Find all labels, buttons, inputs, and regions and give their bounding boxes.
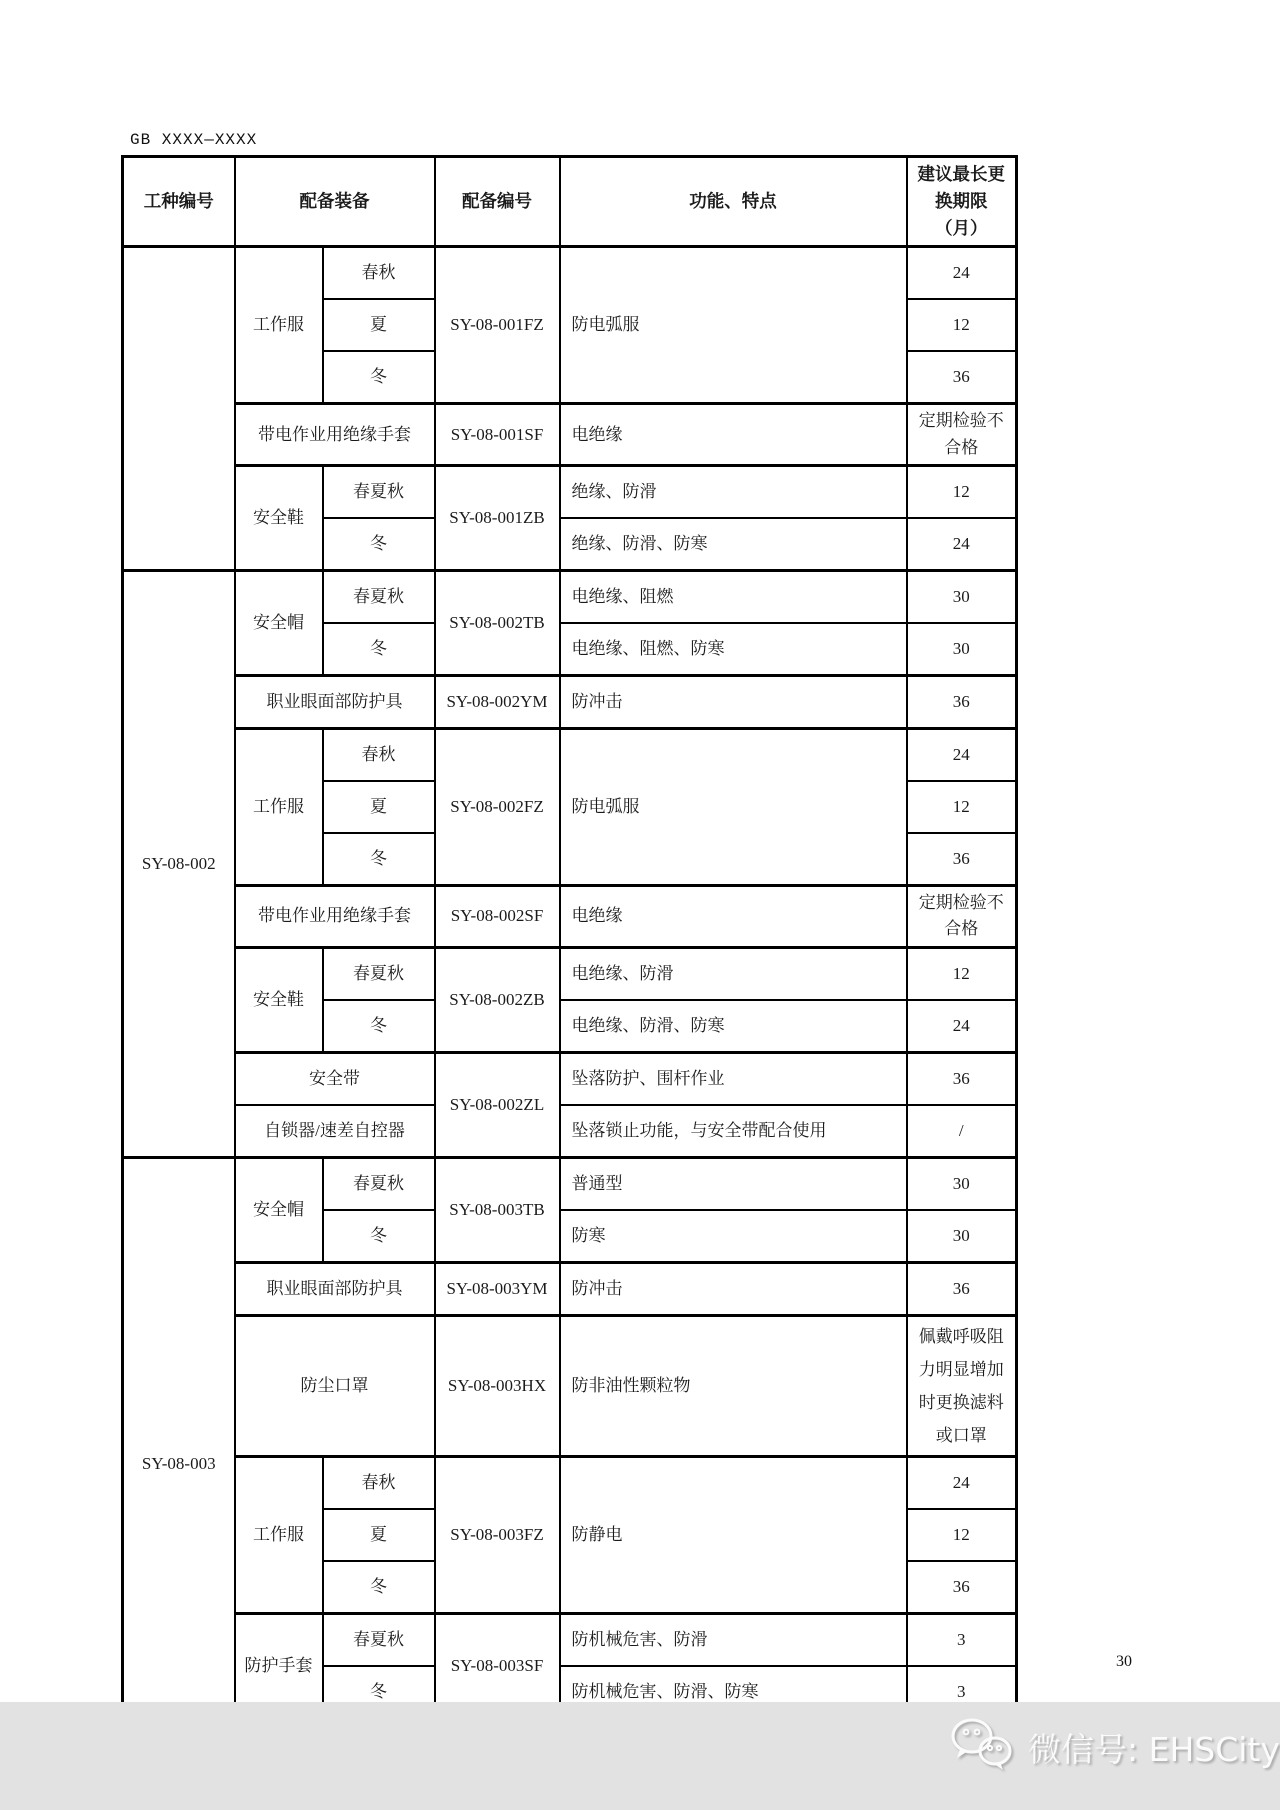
table-cell: 36 <box>907 833 1017 886</box>
table-cell: 防冲击 <box>560 1262 907 1315</box>
table-cell: 定期检验不合格 <box>907 404 1017 466</box>
table-cell: 30 <box>907 1210 1017 1263</box>
table-cell: 防电弧服 <box>560 729 907 886</box>
table-cell: SY-08-003YM <box>435 1262 560 1315</box>
table-cell: 电绝缘、阻燃 <box>560 571 907 624</box>
column-header: 工种编号 <box>123 157 235 247</box>
table-row <box>123 1262 1017 1315</box>
table-cell: 冬 <box>323 833 435 886</box>
table-cell: SY-08-002 <box>123 571 235 1158</box>
table-row <box>123 676 1017 729</box>
table-row <box>123 947 1017 1000</box>
table-cell: 防尘口罩 <box>235 1315 435 1457</box>
table-cell: 电绝缘、防滑、防寒 <box>560 1000 907 1053</box>
table-row <box>123 404 1017 466</box>
table-cell: 安全鞋 <box>235 947 323 1052</box>
table-cell: SY-08-002ZB <box>435 947 560 1052</box>
table-cell: 冬 <box>323 1666 435 1719</box>
table-cell: 防非油性颗粒物 <box>560 1315 907 1457</box>
table-cell: 3 <box>907 1614 1017 1667</box>
table-cell: 12 <box>907 466 1017 519</box>
table-cell: / <box>907 1105 1017 1158</box>
header-row <box>123 157 1017 247</box>
table-cell: 春夏秋 <box>323 466 435 519</box>
wechat-icon <box>948 1716 1016 1779</box>
column-header: 功能、特点 <box>560 157 907 247</box>
table-cell: 春秋 <box>323 729 435 782</box>
table-cell: 冬 <box>323 518 435 571</box>
table-cell: 36 <box>907 1262 1017 1315</box>
table-cell: 春夏秋 <box>323 1157 435 1210</box>
table-cell: 带电作业用绝缘手套 <box>235 404 435 466</box>
table-cell: 春夏秋 <box>323 1614 435 1667</box>
table-cell: 24 <box>907 247 1017 300</box>
table-cell: 冬 <box>323 351 435 404</box>
table-cell: 佩戴呼吸阻力明显增加时更换滤料或口罩 <box>907 1315 1017 1457</box>
table-cell: 春夏秋 <box>323 571 435 624</box>
table-cell: SY-08-002ZL <box>435 1052 560 1157</box>
table-cell: SY-08-003 <box>123 1157 235 1772</box>
table-cell: SY-08-002YM <box>435 676 560 729</box>
table-cell: 冬 <box>323 623 435 676</box>
table-cell: 30 <box>907 571 1017 624</box>
table-cell: 绝缘、防滑、防寒 <box>560 518 907 571</box>
table-cell: 坠落防护、围杆作业 <box>560 1052 907 1105</box>
table-cell: 安全带 <box>235 1052 435 1105</box>
table-cell: 春秋 <box>323 247 435 300</box>
table-row <box>123 1105 1017 1158</box>
table-cell: 防寒 <box>560 1210 907 1263</box>
table-cell: 36 <box>907 1052 1017 1105</box>
table-cell: 工作服 <box>235 247 323 404</box>
table-cell: 24 <box>907 729 1017 782</box>
page-number: 30 <box>1116 1653 1132 1670</box>
table-cell: 防冲击 <box>560 676 907 729</box>
table-cell: 防机械危害、防滑 <box>560 1614 907 1667</box>
table-cell <box>123 247 235 571</box>
table-cell: 3 <box>907 1666 1017 1719</box>
table-cell: 春夏秋 <box>323 947 435 1000</box>
table-row <box>123 1052 1017 1105</box>
table-cell: 安全鞋 <box>235 466 323 571</box>
doc-code: GB XXXX—XXXX <box>130 131 258 149</box>
table-cell: 定期检验不合格 <box>907 886 1017 948</box>
table-cell: 安全帽 <box>235 571 323 676</box>
table-cell: 电绝缘、防滑 <box>560 947 907 1000</box>
table-cell: 冬 <box>323 1000 435 1053</box>
table-cell: 普通型 <box>560 1157 907 1210</box>
table-cell: 24 <box>907 1000 1017 1053</box>
table-row <box>123 571 1017 624</box>
table-cell: 自锁器/速差自控器 <box>235 1105 435 1158</box>
table-cell: 绝缘、防滑 <box>560 466 907 519</box>
watermark <box>948 1716 1280 1779</box>
table-cell: 职业眼面部防护具 <box>235 676 435 729</box>
table-row <box>123 1457 1017 1510</box>
table-cell: 冬 <box>323 1561 435 1614</box>
table-cell: 12 <box>907 947 1017 1000</box>
table-row <box>123 886 1017 948</box>
table-cell: 12 <box>907 299 1017 351</box>
table-cell: SY-08-001SF <box>435 404 560 466</box>
table-cell: 电绝缘 <box>560 886 907 948</box>
table-cell: 12 <box>907 1509 1017 1561</box>
table-cell: 24 <box>907 1457 1017 1510</box>
table-cell: 防电弧服 <box>560 247 907 404</box>
table-cell: 职业眼面部防护具 <box>235 1262 435 1315</box>
table-cell: SY-08-003HX <box>435 1315 560 1457</box>
table-cell: SY-08-001ZB <box>435 466 560 571</box>
equipment-table <box>121 155 1018 1773</box>
table-cell: 冬 <box>323 1210 435 1263</box>
table-cell: 12 <box>907 781 1017 833</box>
table-cell: 夏 <box>323 1509 435 1561</box>
table-cell: 夏 <box>323 781 435 833</box>
table-cell: 36 <box>907 1561 1017 1614</box>
table-cell: 安全帽 <box>235 1157 323 1262</box>
table-row <box>123 1315 1017 1457</box>
table-cell: SY-08-002TB <box>435 571 560 676</box>
column-header: 配备装备 <box>235 157 435 247</box>
table-cell: SY-08-003FZ <box>435 1457 560 1614</box>
table-cell: SY-08-003TB <box>435 1157 560 1262</box>
table-cell: 24 <box>907 518 1017 571</box>
watermark-label: 微信号: EHSCity <box>1028 1730 1280 1769</box>
table-cell: 36 <box>907 351 1017 404</box>
table-cell: 坠落锁止功能，与安全带配合使用 <box>560 1105 907 1158</box>
table-cell: 防机械危害、防滑、防寒 <box>560 1666 907 1719</box>
table-row <box>123 1157 1017 1210</box>
table-cell: SY-08-003SF <box>435 1614 560 1719</box>
column-header: 建议最长更换期限（月） <box>907 157 1017 247</box>
table-cell: 春秋 <box>323 1457 435 1510</box>
table-cell: 夏 <box>323 299 435 351</box>
table-cell: 36 <box>907 676 1017 729</box>
table-cell: SY-08-001FZ <box>435 247 560 404</box>
table-cell: 30 <box>907 623 1017 676</box>
table-cell: 防护手套 <box>235 1614 323 1719</box>
table-row <box>123 729 1017 782</box>
table-cell: 30 <box>907 1157 1017 1210</box>
table-cell: 电绝缘 <box>560 404 907 466</box>
table-cell: 电绝缘、阻燃、防寒 <box>560 623 907 676</box>
table-cell: 带电作业用绝缘手套 <box>235 886 435 948</box>
column-header: 配备编号 <box>435 157 560 247</box>
table-cell: 工作服 <box>235 1457 323 1614</box>
table-row <box>123 247 1017 300</box>
table-row <box>123 466 1017 519</box>
table-cell: 防静电 <box>560 1457 907 1614</box>
table-cell: SY-08-002FZ <box>435 729 560 886</box>
table-row <box>123 1614 1017 1667</box>
equipment-table-wrap <box>121 155 1015 1773</box>
table-cell: 工作服 <box>235 729 323 886</box>
table-cell: SY-08-002SF <box>435 886 560 948</box>
